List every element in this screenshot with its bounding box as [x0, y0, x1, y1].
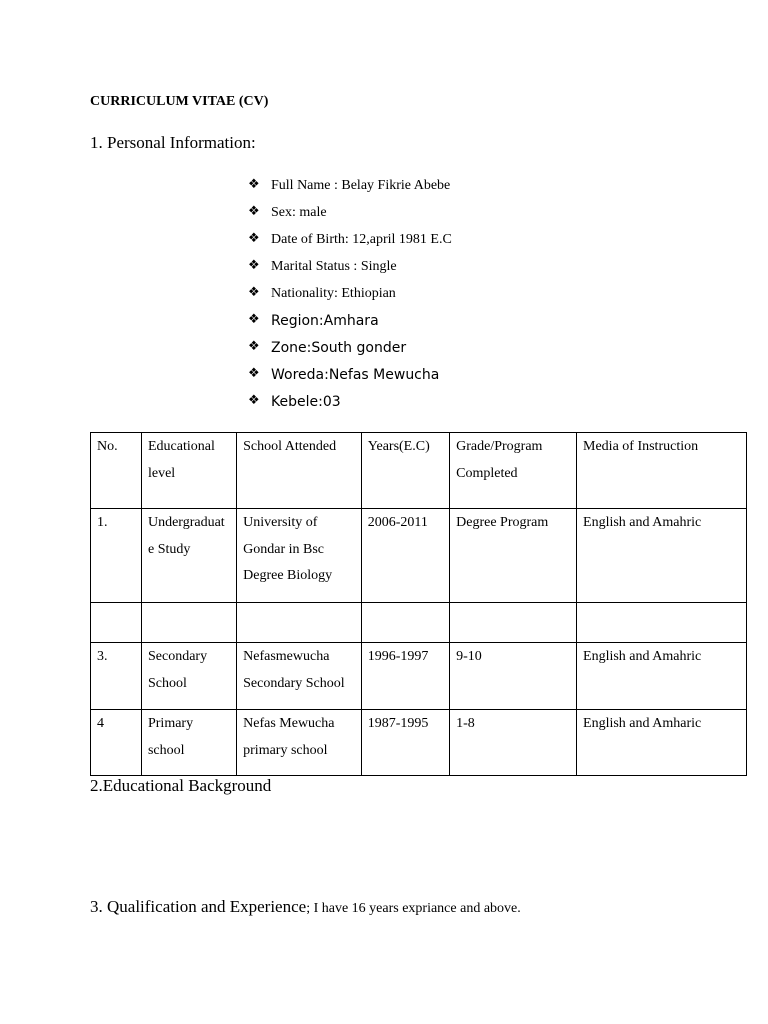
- table-cell: 4: [91, 710, 142, 776]
- info-kebele-text: Kebele:03: [271, 394, 341, 410]
- info-full-name: [248, 176, 452, 203]
- table-cell: English and Amahric: [577, 643, 747, 710]
- diamond-bullet-icon: ❖: [248, 204, 260, 219]
- table-cell: [141, 603, 236, 643]
- header-cell-years: Years(E.C): [361, 433, 449, 509]
- info-woreda: [248, 365, 452, 392]
- info-sex-text: Sex: male: [271, 205, 327, 220]
- table-cell: University of Gondar in Bsc Degree Biology: [237, 509, 362, 603]
- table-cell: Undergraduate Study: [141, 509, 236, 603]
- table-cell: Degree Program: [450, 509, 577, 603]
- diamond-bullet-icon: ❖: [248, 177, 260, 192]
- info-marital-status: [248, 257, 452, 284]
- info-zone-text: Zone:South gonder: [271, 340, 407, 356]
- table-row: [91, 603, 747, 643]
- table-row: [91, 643, 747, 710]
- diamond-bullet-icon: ❖: [248, 339, 260, 354]
- table-cell: 1-8: [450, 710, 577, 776]
- personal-info-list: [248, 176, 452, 419]
- info-sex: [248, 203, 452, 230]
- qualification-heading: 3. Qualification and Experience: [90, 897, 307, 916]
- info-full-name-text: Full Name : Belay Fikrie Abebe: [271, 178, 451, 193]
- header-cell-media: Media of Instruction: [577, 433, 747, 509]
- table-row: [91, 710, 747, 776]
- qualification-text: ; I have 16 years expriance and above.: [306, 901, 521, 916]
- header-cell-grade: Grade/Program Completed: [450, 433, 577, 509]
- info-marital-status-text: Marital Status : Single: [271, 259, 397, 274]
- qualification-paragraph: [90, 897, 521, 917]
- table-cell: 3.: [91, 643, 142, 710]
- table-cell: 1.: [91, 509, 142, 603]
- diamond-bullet-icon: ❖: [248, 231, 260, 246]
- diamond-bullet-icon: ❖: [248, 312, 260, 327]
- header-cell-no: No.: [91, 433, 142, 509]
- education-table: [90, 432, 747, 776]
- table-cell: 1996-1997: [361, 643, 449, 710]
- table-row: [91, 509, 747, 603]
- info-woreda-text: Woreda:Nefas Mewucha: [271, 367, 440, 383]
- info-region: [248, 311, 452, 338]
- info-nationality-text: Nationality: Ethiopian: [271, 286, 396, 301]
- info-zone: [248, 338, 452, 365]
- personal-info-heading: 1. Personal Information:: [90, 133, 256, 152]
- table-cell: Nefasmewucha Secondary School: [237, 643, 362, 710]
- table-cell: English and Amharic: [577, 710, 747, 776]
- cv-title: CURRICULUM VITAE (CV): [90, 94, 269, 109]
- table-cell: [577, 603, 747, 643]
- table-cell: 1987-1995: [361, 710, 449, 776]
- table-cell: [361, 603, 449, 643]
- info-region-text: Region:Amhara: [271, 313, 379, 329]
- education-heading: 2.Educational Background: [90, 776, 272, 795]
- table-header-row: [91, 433, 747, 509]
- info-kebele: [248, 392, 452, 419]
- diamond-bullet-icon: ❖: [248, 258, 260, 273]
- info-nationality: [248, 284, 452, 311]
- table-cell: 2006-2011: [361, 509, 449, 603]
- table-cell: [237, 603, 362, 643]
- diamond-bullet-icon: ❖: [248, 393, 260, 408]
- diamond-bullet-icon: ❖: [248, 285, 260, 300]
- table-cell: Nefas Mewucha primary school: [237, 710, 362, 776]
- table-cell: 9-10: [450, 643, 577, 710]
- info-date-of-birth: [248, 230, 452, 257]
- header-cell-school: School Attended: [237, 433, 362, 509]
- table-cell: [450, 603, 577, 643]
- table-cell: English and Amahric: [577, 509, 747, 603]
- info-date-of-birth-text: Date of Birth: 12,april 1981 E.C: [271, 232, 452, 247]
- header-cell-level: Educational level: [141, 433, 236, 509]
- table-cell: Secondary School: [141, 643, 236, 710]
- diamond-bullet-icon: ❖: [248, 366, 260, 381]
- table-cell: Primary school: [141, 710, 236, 776]
- table-cell: [91, 603, 142, 643]
